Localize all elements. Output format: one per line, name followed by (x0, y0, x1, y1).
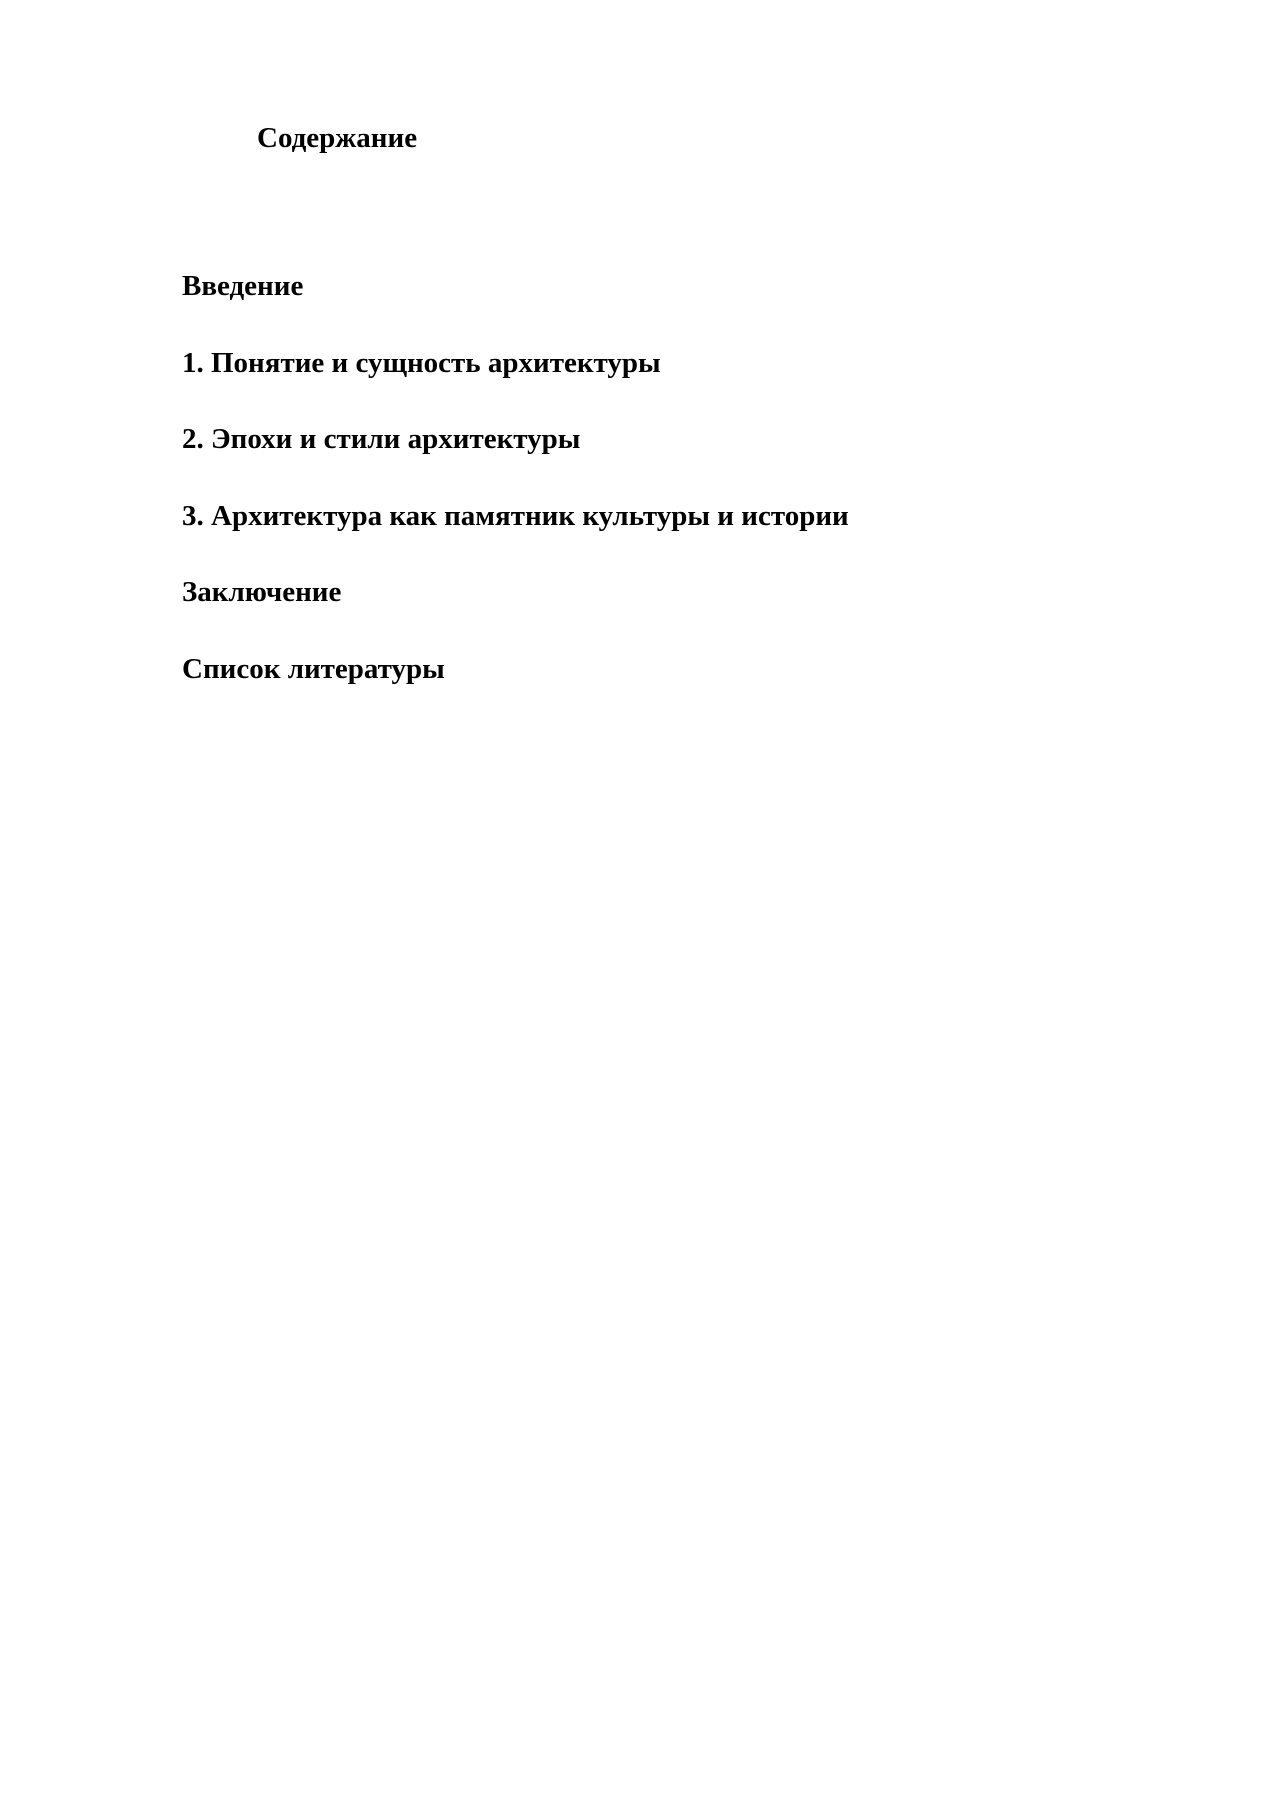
toc-item-introduction: Введение (182, 270, 304, 302)
toc-item-chapter-2: 2. Эпохи и стили архитектуры (182, 423, 581, 456)
toc-item-chapter-3: 3. Архитектура как памятник культуры и истории (182, 499, 849, 532)
table-of-contents (182, 266, 849, 726)
page-title: Содержание (257, 122, 418, 154)
toc-item-references: Список литературы (182, 652, 445, 685)
toc-item-chapter-1: 1. Понятие и сущность архитектуры (182, 346, 661, 379)
toc-item-conclusion: Заключение (182, 576, 342, 609)
